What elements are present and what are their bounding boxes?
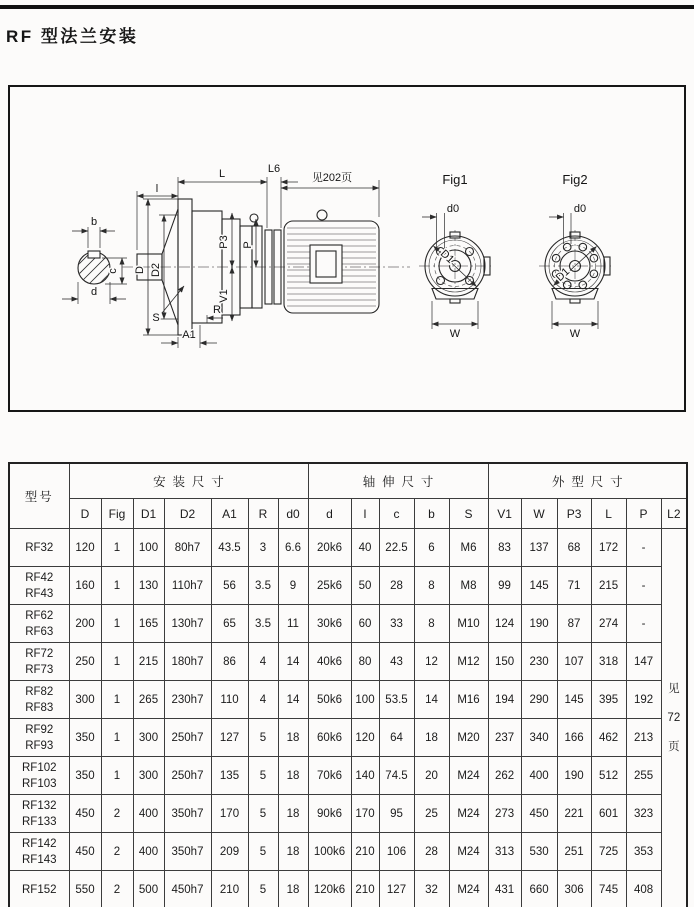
value-cell: 18 — [278, 871, 308, 907]
value-cell: 14 — [278, 643, 308, 681]
table-body — [9, 529, 687, 907]
value-cell: 28 — [379, 567, 414, 605]
fig2-title: Fig2 — [562, 172, 588, 187]
dim-label-L6: L6 — [267, 163, 281, 175]
value-cell: 400 — [133, 795, 164, 833]
value-cell: 140 — [351, 757, 379, 795]
value-cell: 300 — [133, 719, 164, 757]
value-cell: 550 — [69, 871, 101, 907]
value-cell: 83 — [488, 529, 521, 567]
column-group-shaft: 轴伸尺寸 — [308, 463, 488, 499]
value-cell: 127 — [379, 871, 414, 907]
value-cell: 165 — [133, 605, 164, 643]
value-cell: 300 — [133, 757, 164, 795]
value-cell: 1 — [101, 567, 133, 605]
value-cell: 124 — [488, 605, 521, 643]
value-cell: 30k6 — [308, 605, 351, 643]
value-cell: 120 — [351, 719, 379, 757]
column-header-D1: D1 — [133, 499, 164, 529]
value-cell: 230h7 — [164, 681, 211, 719]
value-cell: 350 — [69, 757, 101, 795]
column-header-R: R — [248, 499, 278, 529]
value-cell: 50k6 — [308, 681, 351, 719]
fig1-dim-label-D1: D1 — [437, 247, 457, 266]
column-header-d: d — [308, 499, 351, 529]
value-cell: 745 — [591, 871, 626, 907]
value-cell: M8 — [449, 567, 488, 605]
value-cell: M16 — [449, 681, 488, 719]
value-cell: 11 — [278, 605, 308, 643]
value-cell: M24 — [449, 871, 488, 907]
value-cell: 5 — [248, 795, 278, 833]
value-cell: 3.5 — [248, 605, 278, 643]
value-cell: 28 — [414, 833, 449, 871]
value-cell: M24 — [449, 795, 488, 833]
value-cell: 350h7 — [164, 833, 211, 871]
value-cell: 1 — [101, 529, 133, 567]
value-cell: 1 — [101, 757, 133, 795]
column-group-mounting: 安装尺寸 — [69, 463, 308, 499]
dim-label-P3: P3 — [218, 235, 230, 249]
column-header-V1: V1 — [488, 499, 521, 529]
value-cell: 250h7 — [164, 719, 211, 757]
value-cell: 18 — [278, 795, 308, 833]
technical-drawing-panel — [8, 85, 686, 412]
value-cell: 160 — [69, 567, 101, 605]
top-dimensions — [137, 163, 379, 250]
value-cell: 512 — [591, 757, 626, 795]
value-cell: 2 — [101, 833, 133, 871]
value-cell: 33 — [379, 605, 414, 643]
model-cell: RF102 RF103 — [9, 757, 69, 795]
value-cell: 86 — [211, 643, 248, 681]
value-cell: 601 — [591, 795, 626, 833]
value-cell: 250h7 — [164, 757, 211, 795]
value-cell: 230 — [521, 643, 557, 681]
value-cell: 110h7 — [164, 567, 211, 605]
column-header-A1: A1 — [211, 499, 248, 529]
value-cell: 25 — [414, 795, 449, 833]
value-cell: 18 — [278, 719, 308, 757]
value-cell: 87 — [557, 605, 591, 643]
value-cell: 290 — [521, 681, 557, 719]
value-cell: 340 — [521, 719, 557, 757]
value-cell: 255 — [626, 757, 661, 795]
column-header-model: 型号 — [9, 463, 69, 529]
column-header-L2: L2 — [661, 499, 687, 529]
column-header-P: P — [626, 499, 661, 529]
value-cell: 90k6 — [308, 795, 351, 833]
see-page-202-note: 见202页 — [311, 172, 353, 184]
column-group-outline: 外型尺寸 — [488, 463, 687, 499]
value-cell: 431 — [488, 871, 521, 907]
table-row — [9, 795, 687, 833]
model-cell: RF42 RF43 — [9, 567, 69, 605]
value-cell: 166 — [557, 719, 591, 757]
column-header-l: l — [351, 499, 379, 529]
value-cell: 95 — [379, 795, 414, 833]
value-cell: 9 — [278, 567, 308, 605]
value-cell: 500 — [133, 871, 164, 907]
value-cell: 262 — [488, 757, 521, 795]
value-cell: 127 — [211, 719, 248, 757]
value-cell: 1 — [101, 643, 133, 681]
value-cell: 192 — [626, 681, 661, 719]
table-row — [9, 605, 687, 643]
value-cell: 32 — [414, 871, 449, 907]
value-cell: 323 — [626, 795, 661, 833]
value-cell: - — [626, 605, 661, 643]
fig2-front-view — [539, 172, 611, 340]
value-cell: 313 — [488, 833, 521, 871]
value-cell: 147 — [626, 643, 661, 681]
value-cell: 725 — [591, 833, 626, 871]
column-header-S: S — [449, 499, 488, 529]
model-cell: RF72 RF73 — [9, 643, 69, 681]
value-cell: 20k6 — [308, 529, 351, 567]
value-cell: 53.5 — [379, 681, 414, 719]
dim-label-L: L — [218, 168, 226, 180]
value-cell: 221 — [557, 795, 591, 833]
column-header-d0: d0 — [278, 499, 308, 529]
value-cell: 194 — [488, 681, 521, 719]
value-cell: 306 — [557, 871, 591, 907]
value-cell: 660 — [521, 871, 557, 907]
value-cell: 4 — [248, 643, 278, 681]
value-cell: 530 — [521, 833, 557, 871]
value-cell: 135 — [211, 757, 248, 795]
value-cell: 450 — [69, 795, 101, 833]
value-cell: M12 — [449, 643, 488, 681]
column-header-P3: P3 — [557, 499, 591, 529]
value-cell: 209 — [211, 833, 248, 871]
value-cell: 400 — [133, 833, 164, 871]
value-cell: 22.5 — [379, 529, 414, 567]
value-cell: 130 — [133, 567, 164, 605]
value-cell: 14 — [414, 681, 449, 719]
value-cell: 1 — [101, 719, 133, 757]
value-cell: 43 — [379, 643, 414, 681]
value-cell: 274 — [591, 605, 626, 643]
gearmotor-side-view — [122, 199, 410, 335]
table-header-groups — [9, 463, 687, 499]
value-cell: 170 — [351, 795, 379, 833]
column-header-D: D — [69, 499, 101, 529]
dim-label-b: b — [90, 216, 98, 228]
value-cell: 100k6 — [308, 833, 351, 871]
value-cell: 408 — [626, 871, 661, 907]
dim-label-A1: A1 — [182, 329, 196, 341]
value-cell: 106 — [379, 833, 414, 871]
model-cell: RF152 — [9, 871, 69, 907]
dim-label-D: D — [134, 266, 146, 274]
table-row — [9, 757, 687, 795]
value-cell: 200 — [69, 605, 101, 643]
value-cell: M20 — [449, 719, 488, 757]
dim-label-c: c — [107, 268, 119, 274]
value-cell: 1 — [101, 605, 133, 643]
value-cell: 80h7 — [164, 529, 211, 567]
fig2-dim-label-d0: d0 — [573, 203, 587, 215]
dim-label-V1: V1 — [218, 289, 230, 303]
model-cell: RF132 RF133 — [9, 795, 69, 833]
fig1-title: Fig1 — [442, 172, 468, 187]
value-cell: 6 — [414, 529, 449, 567]
model-cell: RF62 RF63 — [9, 605, 69, 643]
shaft-cross-section — [52, 216, 138, 304]
value-cell: 5 — [248, 757, 278, 795]
fig2-dim-label-D1: D1 — [553, 265, 573, 284]
value-cell: 353 — [626, 833, 661, 871]
value-cell: 5 — [248, 719, 278, 757]
value-cell: 130h7 — [164, 605, 211, 643]
value-cell: 18 — [278, 833, 308, 871]
dimension-table — [8, 462, 688, 907]
value-cell: 18 — [278, 757, 308, 795]
table-row — [9, 567, 687, 605]
column-header-W: W — [521, 499, 557, 529]
value-cell: 1 — [101, 681, 133, 719]
value-cell: M24 — [449, 757, 488, 795]
value-cell: 60 — [351, 605, 379, 643]
value-cell: 20 — [414, 757, 449, 795]
value-cell: 300 — [69, 681, 101, 719]
value-cell: 100 — [133, 529, 164, 567]
dim-label-S: S — [152, 312, 160, 324]
value-cell: 71 — [557, 567, 591, 605]
column-header-D2: D2 — [164, 499, 211, 529]
value-cell: 120k6 — [308, 871, 351, 907]
value-cell: 68 — [557, 529, 591, 567]
value-cell: 273 — [488, 795, 521, 833]
value-cell: 80 — [351, 643, 379, 681]
fig1-dim-label-d0: d0 — [446, 203, 460, 215]
value-cell: 190 — [521, 605, 557, 643]
dim-label-R: R — [213, 304, 221, 316]
value-cell: 213 — [626, 719, 661, 757]
table-row — [9, 529, 687, 567]
page-title: RF 型法兰安装 — [6, 27, 139, 46]
lifting-eye — [317, 210, 327, 220]
dim-label-l: l — [155, 183, 159, 195]
column-header-c: c — [379, 499, 414, 529]
value-cell: 3.5 — [248, 567, 278, 605]
value-cell: 400 — [521, 757, 557, 795]
value-cell: M6 — [449, 529, 488, 567]
value-cell: 150 — [488, 643, 521, 681]
value-cell: 210 — [211, 871, 248, 907]
value-cell: 450 — [69, 833, 101, 871]
value-cell: 3 — [248, 529, 278, 567]
value-cell: 56 — [211, 567, 248, 605]
value-cell: 40 — [351, 529, 379, 567]
value-cell: 350 — [69, 719, 101, 757]
column-header-L: L — [591, 499, 626, 529]
l2-note-cell: 见 72 页 — [661, 529, 687, 907]
value-cell: 462 — [591, 719, 626, 757]
value-cell: 350h7 — [164, 795, 211, 833]
value-cell: 18 — [414, 719, 449, 757]
value-cell: 8 — [414, 567, 449, 605]
value-cell: 180h7 — [164, 643, 211, 681]
model-cell: RF32 — [9, 529, 69, 567]
value-cell: 251 — [557, 833, 591, 871]
dim-label-P: P — [242, 241, 254, 249]
value-cell: 210 — [351, 871, 379, 907]
value-cell: M10 — [449, 605, 488, 643]
value-cell: 170 — [211, 795, 248, 833]
value-cell: 145 — [521, 567, 557, 605]
value-cell: 74.5 — [379, 757, 414, 795]
value-cell: 65 — [211, 605, 248, 643]
value-cell: 237 — [488, 719, 521, 757]
dim-label-D2: D2 — [150, 262, 162, 278]
model-cell: RF92 RF93 — [9, 719, 69, 757]
table-row — [9, 719, 687, 757]
value-cell: 70k6 — [308, 757, 351, 795]
value-cell: 215 — [591, 567, 626, 605]
value-cell: 215 — [133, 643, 164, 681]
value-cell: 318 — [591, 643, 626, 681]
value-cell: 2 — [101, 871, 133, 907]
value-cell: 4 — [248, 681, 278, 719]
value-cell: 145 — [557, 681, 591, 719]
value-cell: 190 — [557, 757, 591, 795]
value-cell: 50 — [351, 567, 379, 605]
value-cell: - — [626, 567, 661, 605]
dim-label-d: d — [90, 286, 98, 298]
value-cell: 107 — [557, 643, 591, 681]
value-cell: 40k6 — [308, 643, 351, 681]
table-row — [9, 871, 687, 907]
value-cell: 265 — [133, 681, 164, 719]
value-cell: 12 — [414, 643, 449, 681]
value-cell: 14 — [278, 681, 308, 719]
fig2-dim-label-W: W — [569, 328, 581, 340]
value-cell: 8 — [414, 605, 449, 643]
left-dimensions — [134, 199, 256, 348]
table-row — [9, 681, 687, 719]
value-cell: 120 — [69, 529, 101, 567]
value-cell: 450h7 — [164, 871, 211, 907]
value-cell: 2 — [101, 795, 133, 833]
value-cell: 6.6 — [278, 529, 308, 567]
value-cell: - — [626, 529, 661, 567]
value-cell: 5 — [248, 833, 278, 871]
value-cell: 25k6 — [308, 567, 351, 605]
table-row — [9, 643, 687, 681]
value-cell: 99 — [488, 567, 521, 605]
value-cell: 110 — [211, 681, 248, 719]
column-header-b: b — [414, 499, 449, 529]
table-row — [9, 833, 687, 871]
model-cell: RF142 RF143 — [9, 833, 69, 871]
value-cell: 5 — [248, 871, 278, 907]
fig1-dim-label-W: W — [449, 328, 461, 340]
value-cell: 60k6 — [308, 719, 351, 757]
value-cell: M24 — [449, 833, 488, 871]
value-cell: 137 — [521, 529, 557, 567]
fig1-front-view — [419, 172, 491, 340]
value-cell: 43.5 — [211, 529, 248, 567]
value-cell: 64 — [379, 719, 414, 757]
value-cell: 395 — [591, 681, 626, 719]
technical-drawing — [10, 87, 684, 410]
model-cell: RF82 RF83 — [9, 681, 69, 719]
value-cell: 100 — [351, 681, 379, 719]
value-cell: 210 — [351, 833, 379, 871]
value-cell: 250 — [69, 643, 101, 681]
column-header-Fig: Fig — [101, 499, 133, 529]
table-header-columns — [9, 499, 687, 529]
value-cell: 450 — [521, 795, 557, 833]
page-top-rule — [0, 5, 694, 9]
value-cell: 172 — [591, 529, 626, 567]
